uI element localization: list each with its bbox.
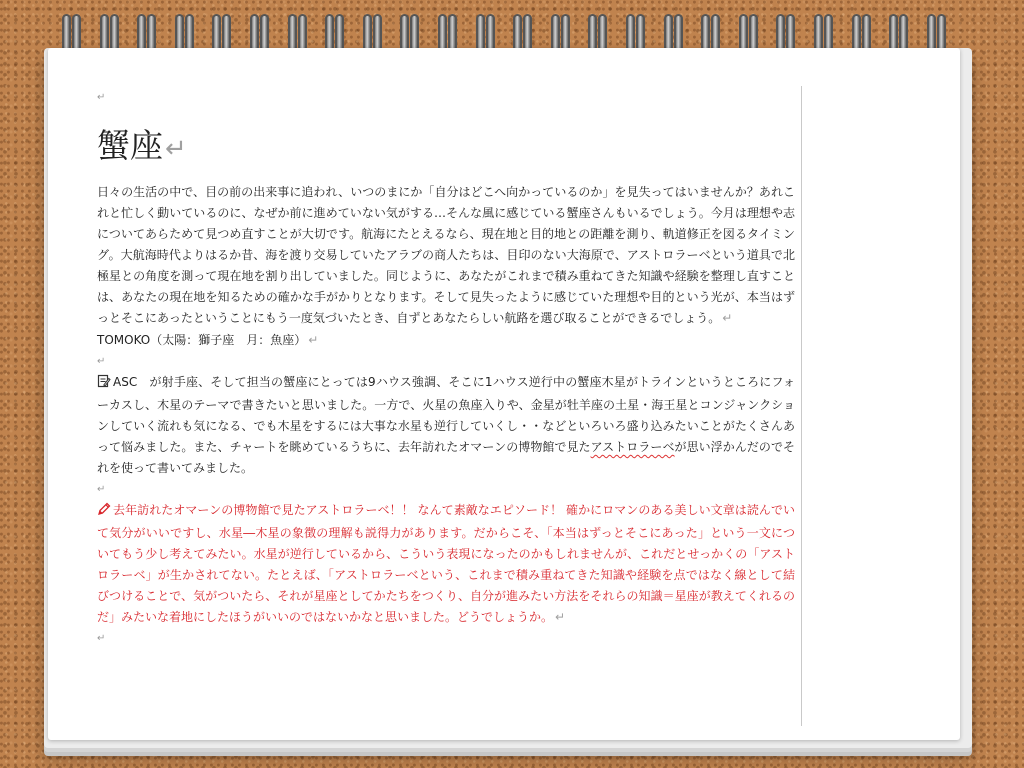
comment-text: 去年訪れたオマーンの博物館で見たアストロラーベ！！ なんて素敵なエピソード！ 確かにロマンのある美しい文章は読んでいて気分がいいですし、水星―木星の象徴の理解も説得力があります。だからこそ、「本当はずっとそこにあった」という一文についてもう少し考えてみたい。水星が逆行しているから、こういう表現になったのかもしれませんが、これだとせっかくの「アストロラーベ」が生かされてない。たとえば、「アストロラーベという、これまで積み重ねてきた知識や経験を点ではなく線として結びつけることで、気がついたら、それが星座としてかたちをつくり、自分が進みたい方法をそれらの知識＝星座が教えてくれるのだ」みたいな着地にしたほうがいいのではないかなと思いました。どうでしょうか。 — [97, 503, 795, 624]
spellcheck-underlined-word[interactable]: アストロラーベ — [590, 440, 675, 454]
blank-line — [97, 351, 795, 372]
author-text: TOMOKO（太陽：獅子座 月：魚座） — [97, 333, 307, 347]
document-area[interactable] — [60, 86, 798, 722]
return-mark: ↵ — [308, 333, 319, 347]
blank-line — [97, 479, 795, 500]
paragraph-mark: ↵ — [97, 92, 106, 103]
paragraph-2-text-end: が思い浮かんだのでそれを使って書いてみました。 — [97, 440, 795, 475]
comment-paragraph[interactable] — [97, 500, 795, 628]
document-title[interactable]: 蟹座 — [97, 126, 163, 165]
paragraph-mark: ↵ — [97, 356, 106, 367]
pencil-icon — [97, 502, 111, 523]
paragraph-1-text: 日々の生活の中で、目の前の出来事に追われ、いつのまにか「自分はどこへ向かっているのか」を見失ってはいませんか？あれこれと忙しく動いているのに、なぜか前に進めていない気がする…そんな風に感じている蟹座さんもいるでしょう。今月は理想や志についてあらためて見つめ直すことが大切です。航海にたとえるなら、現在地と目的地との距離を測り、軌道修正を図るタイミング。大航海時代よりはるか昔、海を渡り交易していたアラブの商人たちは、目印のない大海原で、アストロラーベという道具で北極星との角度を測って現在地を割り出していました。同じように、あなたがこれまで積み重ねてきた知識や経験を整理し直すことは、あなたの現在地を知るための確かな手がかりとなります。そして見失ったように感じていた理想や目的という光が、本当はずっとそこにあったということにもう一度気づいたとき、自ずとあなたらしい航路を選び取ることができるでしょう。 — [97, 185, 795, 325]
title-line — [97, 120, 187, 167]
memo-icon — [97, 374, 111, 395]
return-mark: ↵ — [722, 311, 733, 325]
paragraph-mark: ↵ — [97, 633, 106, 644]
author-line[interactable] — [97, 330, 795, 351]
body-paragraph-2[interactable] — [97, 372, 795, 479]
page-margin-rule — [801, 86, 802, 726]
paragraph-mark: ↵ — [97, 484, 106, 495]
blank-line — [97, 628, 795, 649]
return-mark: ↵ — [555, 610, 566, 624]
document-body — [97, 182, 795, 649]
paragraph-2-text: ASC が射手座、そして担当の蟹座にとっては9ハウス強調、そこに1ハウス逆行中の蟹座木星がトラインというところにフォーカスし、木星のテーマで書きたいと思いました。一方で、火星の魚座入りや、金星が牡羊座の土星・海王星とコンジャンクションしていく流れも気になる、でも木星をするには大事な水星も逆行していくし・・などといろいろ盛り込みたいことがたくさんあって悩みました。また、チャートを眺めているうちに、去年訪れたオマーンの博物館で見た — [97, 375, 795, 454]
return-mark: ↵ — [165, 134, 187, 164]
body-paragraph-1[interactable] — [97, 182, 795, 329]
